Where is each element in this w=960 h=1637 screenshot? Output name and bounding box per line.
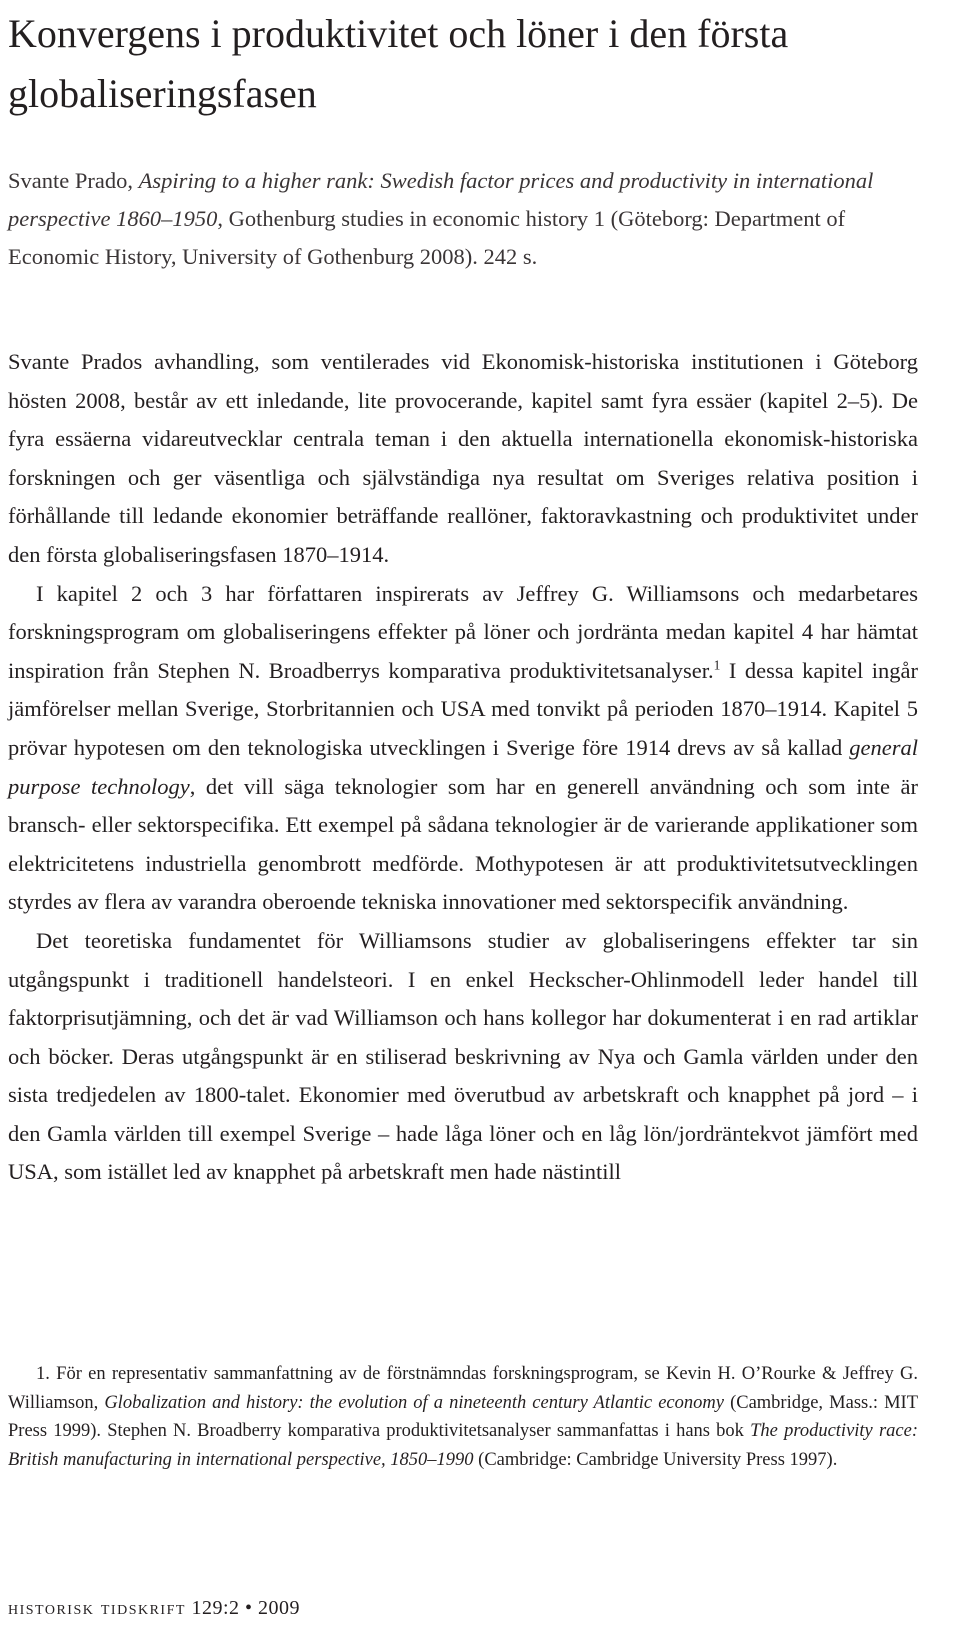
footnote: 1. För en representativ sammanfattning av de förstnämndas forskningsprogram, se Kevin H. O’Rourke & Jeffrey G. Williamson, Globalization and history: the evolution of a nineteenth century Atlantic economy (Cambridge, Mass.: MIT Press 1999). Stephen N. Broadberry komparativa produktivitetsanalyser sammanfattas i hans bok The productivity race: British manufacturing in international perspective, 1850–1990 (Cambridge: Cambridge University Press 1997). bbox=[8, 1364, 918, 1470]
citation-author: Svante Prado, bbox=[8, 168, 139, 193]
journal-year: 2009 bbox=[258, 1597, 301, 1619]
page-footer bbox=[8, 1597, 300, 1620]
footnote-italic-title-2: The productivity race: British manufacturing in international perspective, 1850–1990 bbox=[8, 1421, 918, 1470]
journal-name: historisk tidskrift bbox=[8, 1597, 186, 1619]
italic-term: general purpose technology bbox=[8, 734, 918, 799]
footnote-reference: 1 bbox=[713, 657, 721, 673]
book-citation bbox=[8, 162, 918, 276]
paragraph-1: Svante Prados avhandling, som ventilerades vid Ekonomisk-historiska institutionen i Göteborg hösten 2008, består av ett inledande, lite provocerande, kapitel samt fyra essäer (kapitel 2–5). De fyra essäerna vidareutvecklar centrala teman i den aktuella internationella ekonomisk-historiska forskningen och ger väsentliga och självständiga nya resultat om Sveriges relativa position i förhållande till ledande ekonomier beträffande reallöner, faktoravkastning och produktivitet under den första globaliseringsfasen 1870–1914. bbox=[8, 349, 918, 567]
body-text bbox=[8, 343, 918, 1192]
footnote-italic-title-1: Globalization and history: the evolution of a nineteenth century Atlantic economy bbox=[104, 1392, 724, 1413]
paragraph-3: Det teoretiska fundamentet för Williamsons studier av globaliseringens effekter tar sin utgångspunkt i traditionell handelsteori. I en enkel Heckscher-Ohlinmodell leder handel till faktorprisutjämning, och det är vad Williamson och hans kollegor har dokumenterat i en rad artiklar och böcker. Deras utgångspunkt är en stiliserad beskrivning av Nya och Gamla världen under den sista tredjedelen av 1800-talet. Ekonomier med överutbud av arbetskraft och knapphet på jord – i den Gamla världen till exempel Sverige – hade låga löner och en låg lön/jordräntekvot jämfört med USA, som istället led av knapphet på arbetskraft men hade nästintill bbox=[8, 927, 918, 1185]
citation-details: , Gothenburg studies in economic history 1 (Göteborg: Department of Economic History, University of Gothenburg 2008). 242 s. bbox=[8, 206, 846, 269]
footer-separator: • bbox=[245, 1597, 253, 1619]
article-title: Konvergens i produktivitet och löner i den första globaliseringsfasen bbox=[8, 11, 789, 116]
journal-issue: 129:2 bbox=[191, 1597, 240, 1619]
paragraph-2: I kapitel 2 och 3 har författaren inspirerats av Jeffrey G. Williamsons och medarbetares forskningsprogram om globaliseringens effekter på löner och jordränta medan kapitel 4 har hämtat inspiration från Stephen N. Broadberrys komparativa produktivitetsanalyser.$^1$ I dessa kapitel ingår jämförelser mellan Sverige, Storbritannien och USA med tonvikt på perioden 1870–1914. Kapitel 5 prövar hypotesen om den teknologiska utvecklingen i Sverige före 1914 drevs av så kallad general purpose technology, det vill säga teknologier som har en generell användning och som inte är bransch- eller sektorspecifika. Ett exempel på sådana teknologier är de varierande applikationer som elektricitetens industriella genombrott medförde. Mothypotesen är att produktivitetsutvecklingen styrdes av flera av varandra oberoende tekniska innovationer med sektorspecifik användning. bbox=[8, 580, 918, 915]
citation-book-title: Aspiring to a higher rank: Swedish factor prices and productivity in international perspective 1860–1950 bbox=[8, 168, 874, 231]
